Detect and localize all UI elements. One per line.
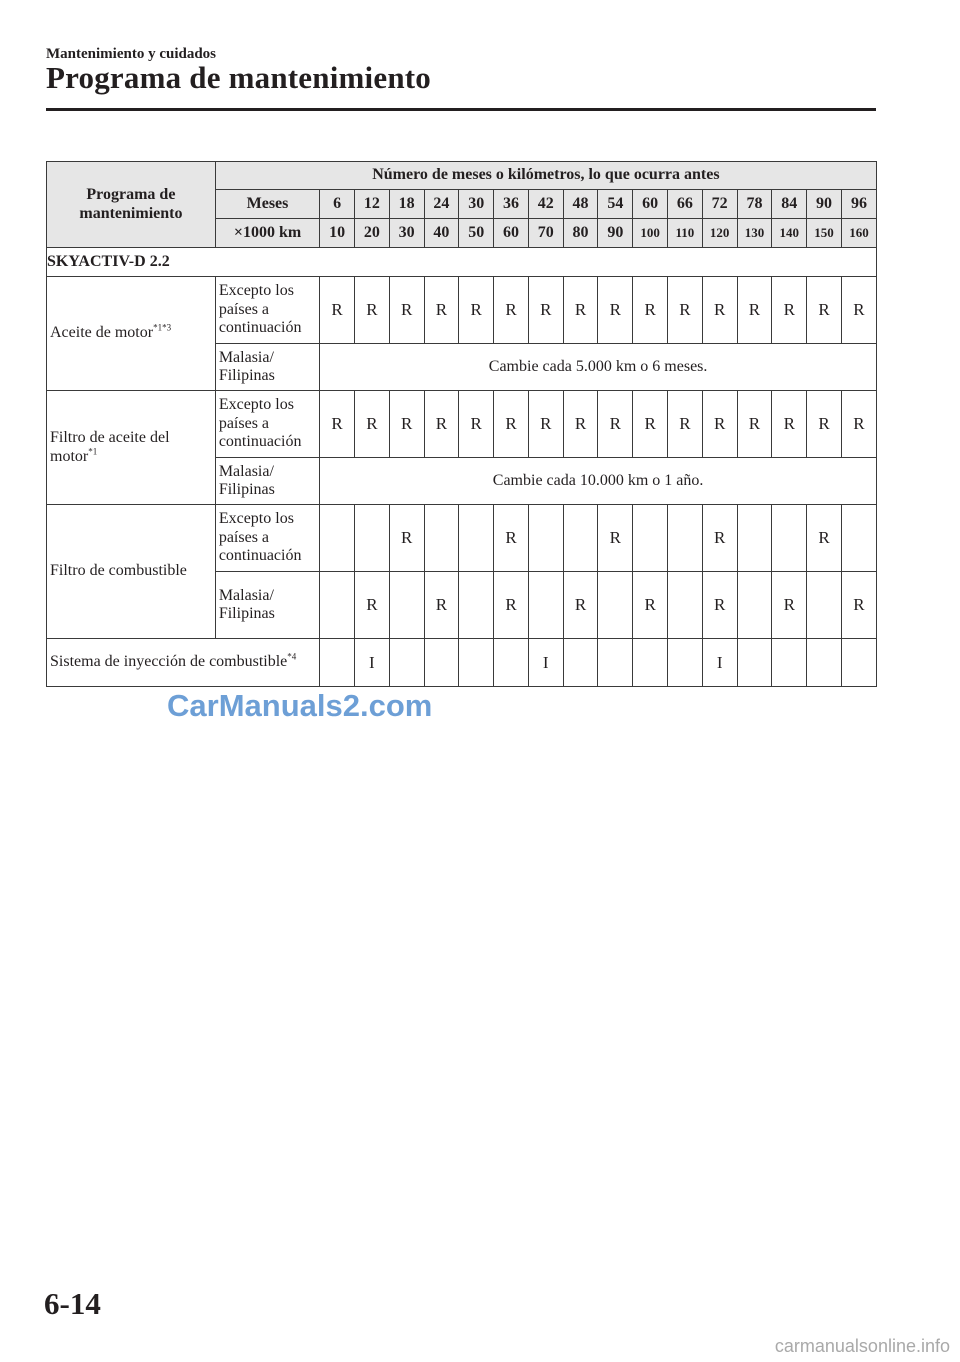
schedule-mark: R xyxy=(494,505,529,572)
months-label: Meses xyxy=(215,190,319,219)
schedule-mark: R xyxy=(494,391,529,458)
condition-cell: Excepto los países a continuación xyxy=(215,277,319,344)
schedule-mark xyxy=(668,572,703,639)
schedule-mark: R xyxy=(807,277,842,344)
span-header: Número de meses o kilómetros, lo que ocurra antes xyxy=(215,162,876,190)
month-cell: 18 xyxy=(389,190,424,219)
header-row-1 xyxy=(47,162,877,190)
km-cell: 90 xyxy=(598,219,633,248)
schedule-mark: R xyxy=(459,391,494,458)
table-row xyxy=(47,505,877,572)
schedule-mark xyxy=(633,505,668,572)
schedule-mark: R xyxy=(494,277,529,344)
corner-label: Programa de mantenimiento xyxy=(47,162,216,248)
item-name: Aceite de motor xyxy=(50,324,154,342)
schedule-mark xyxy=(737,639,772,687)
month-cell: 66 xyxy=(668,190,703,219)
schedule-mark: R xyxy=(354,391,389,458)
schedule-mark xyxy=(737,572,772,639)
km-cell: 110 xyxy=(668,219,703,248)
schedule-mark xyxy=(354,505,389,572)
schedule-mark xyxy=(528,505,563,572)
item-name: Sistema de inyección de combustible xyxy=(50,653,288,671)
km-cell: 160 xyxy=(841,219,876,248)
schedule-mark: I xyxy=(528,639,563,687)
schedule-mark: R xyxy=(320,391,355,458)
schedule-mark xyxy=(807,639,842,687)
month-cell: 72 xyxy=(702,190,737,219)
schedule-mark: R xyxy=(424,391,459,458)
schedule-mark: R xyxy=(633,572,668,639)
month-cell: 60 xyxy=(633,190,668,219)
month-cell: 48 xyxy=(563,190,598,219)
schedule-mark: R xyxy=(563,572,598,639)
item-name: Filtro de combustible xyxy=(50,562,187,580)
maintenance-schedule-table xyxy=(46,161,877,687)
schedule-mark xyxy=(807,572,842,639)
schedule-mark: R xyxy=(320,277,355,344)
schedule-mark xyxy=(320,639,355,687)
schedule-mark xyxy=(772,639,807,687)
schedule-mark xyxy=(841,639,876,687)
schedule-mark: R xyxy=(737,277,772,344)
schedule-mark: R xyxy=(598,277,633,344)
schedule-mark: R xyxy=(807,391,842,458)
schedule-mark: R xyxy=(424,277,459,344)
km-cell: 70 xyxy=(528,219,563,248)
km-cell: 50 xyxy=(459,219,494,248)
schedule-mark: R xyxy=(354,572,389,639)
schedule-mark xyxy=(424,639,459,687)
km-cell: 30 xyxy=(389,219,424,248)
item-name-cell xyxy=(47,639,320,687)
item-name-cell xyxy=(47,505,216,639)
schedule-mark: R xyxy=(563,277,598,344)
schedule-mark: I xyxy=(354,639,389,687)
km-cell: 20 xyxy=(354,219,389,248)
schedule-mark: R xyxy=(702,572,737,639)
month-cell: 30 xyxy=(459,190,494,219)
schedule-mark: R xyxy=(389,505,424,572)
schedule-mark: R xyxy=(841,277,876,344)
month-cell: 96 xyxy=(841,190,876,219)
schedule-mark: R xyxy=(633,391,668,458)
month-cell: 78 xyxy=(737,190,772,219)
schedule-mark: R xyxy=(702,277,737,344)
item-name-cell xyxy=(47,391,216,505)
footer-watermark: carmanualsonline.info xyxy=(774,1336,950,1356)
schedule-mark: R xyxy=(459,277,494,344)
interval-note: Cambie cada 5.000 km o 6 meses. xyxy=(320,344,877,391)
condition-cell: Malasia/ Filipinas xyxy=(215,458,319,505)
footnote-ref: *4 xyxy=(287,651,297,662)
schedule-mark: R xyxy=(841,391,876,458)
table-row xyxy=(47,639,877,687)
schedule-mark xyxy=(528,572,563,639)
schedule-mark: R xyxy=(389,391,424,458)
carmanuals2-watermark: CarManuals2.com xyxy=(167,688,433,723)
item-name: Filtro de aceite del motor xyxy=(50,429,170,465)
schedule-mark xyxy=(459,505,494,572)
item-name-cell xyxy=(47,277,216,391)
schedule-mark: R xyxy=(494,572,529,639)
km-cell: 40 xyxy=(424,219,459,248)
km-cell: 80 xyxy=(563,219,598,248)
km-cell: 150 xyxy=(807,219,842,248)
month-cell: 24 xyxy=(424,190,459,219)
schedule-mark: I xyxy=(702,639,737,687)
schedule-mark xyxy=(459,572,494,639)
section-row xyxy=(47,248,877,277)
month-cell: 84 xyxy=(772,190,807,219)
km-cell: 10 xyxy=(320,219,355,248)
schedule-mark: R xyxy=(841,572,876,639)
footnote-ref: *1*3 xyxy=(153,322,172,333)
schedule-mark xyxy=(494,639,529,687)
schedule-mark: R xyxy=(702,505,737,572)
schedule-mark xyxy=(668,639,703,687)
schedule-mark: R xyxy=(424,572,459,639)
schedule-mark xyxy=(320,505,355,572)
table-row xyxy=(47,391,877,458)
page-number: 6-14 xyxy=(44,1286,101,1321)
km-label: ×1000 km xyxy=(215,219,319,248)
schedule-mark: R xyxy=(598,505,633,572)
km-cell: 130 xyxy=(737,219,772,248)
schedule-mark xyxy=(320,572,355,639)
schedule-mark: R xyxy=(702,391,737,458)
section-label: Mantenimiento y cuidados xyxy=(46,46,217,62)
schedule-mark: R xyxy=(598,391,633,458)
schedule-mark xyxy=(459,639,494,687)
page-title: Programa de mantenimiento xyxy=(46,60,431,95)
schedule-mark xyxy=(563,639,598,687)
schedule-mark: R xyxy=(389,277,424,344)
month-cell: 54 xyxy=(598,190,633,219)
km-cell: 100 xyxy=(633,219,668,248)
schedule-mark xyxy=(598,639,633,687)
month-cell: 42 xyxy=(528,190,563,219)
schedule-mark xyxy=(424,505,459,572)
schedule-mark xyxy=(737,505,772,572)
schedule-mark: R xyxy=(633,277,668,344)
interval-note: Cambie cada 10.000 km o 1 año. xyxy=(320,458,877,505)
condition-cell: Excepto los países a continuación xyxy=(215,505,319,572)
schedule-mark: R xyxy=(528,277,563,344)
km-cell: 140 xyxy=(772,219,807,248)
schedule-mark: R xyxy=(668,277,703,344)
condition-cell: Malasia/ Filipinas xyxy=(215,572,319,639)
footnote-ref: *1 xyxy=(88,446,98,457)
schedule-mark: R xyxy=(772,391,807,458)
km-cell: 60 xyxy=(494,219,529,248)
month-cell: 90 xyxy=(807,190,842,219)
schedule-mark xyxy=(668,505,703,572)
schedule-mark xyxy=(389,639,424,687)
title-rule xyxy=(46,108,876,111)
table-row xyxy=(47,277,877,344)
schedule-mark xyxy=(563,505,598,572)
schedule-mark: R xyxy=(528,391,563,458)
condition-cell: Malasia/ Filipinas xyxy=(215,344,319,391)
schedule-mark: R xyxy=(668,391,703,458)
schedule-mark xyxy=(841,505,876,572)
km-cell: 120 xyxy=(702,219,737,248)
schedule-mark: R xyxy=(354,277,389,344)
month-cell: 6 xyxy=(320,190,355,219)
condition-cell: Excepto los países a continuación xyxy=(215,391,319,458)
schedule-mark: R xyxy=(807,505,842,572)
schedule-mark xyxy=(598,572,633,639)
schedule-mark xyxy=(389,572,424,639)
schedule-mark: R xyxy=(772,277,807,344)
schedule-mark xyxy=(633,639,668,687)
engine-section-label: SKYACTIV-D 2.2 xyxy=(47,248,877,277)
schedule-mark: R xyxy=(563,391,598,458)
schedule-mark: R xyxy=(737,391,772,458)
month-cell: 36 xyxy=(494,190,529,219)
month-cell: 12 xyxy=(354,190,389,219)
schedule-mark xyxy=(772,505,807,572)
schedule-mark: R xyxy=(772,572,807,639)
